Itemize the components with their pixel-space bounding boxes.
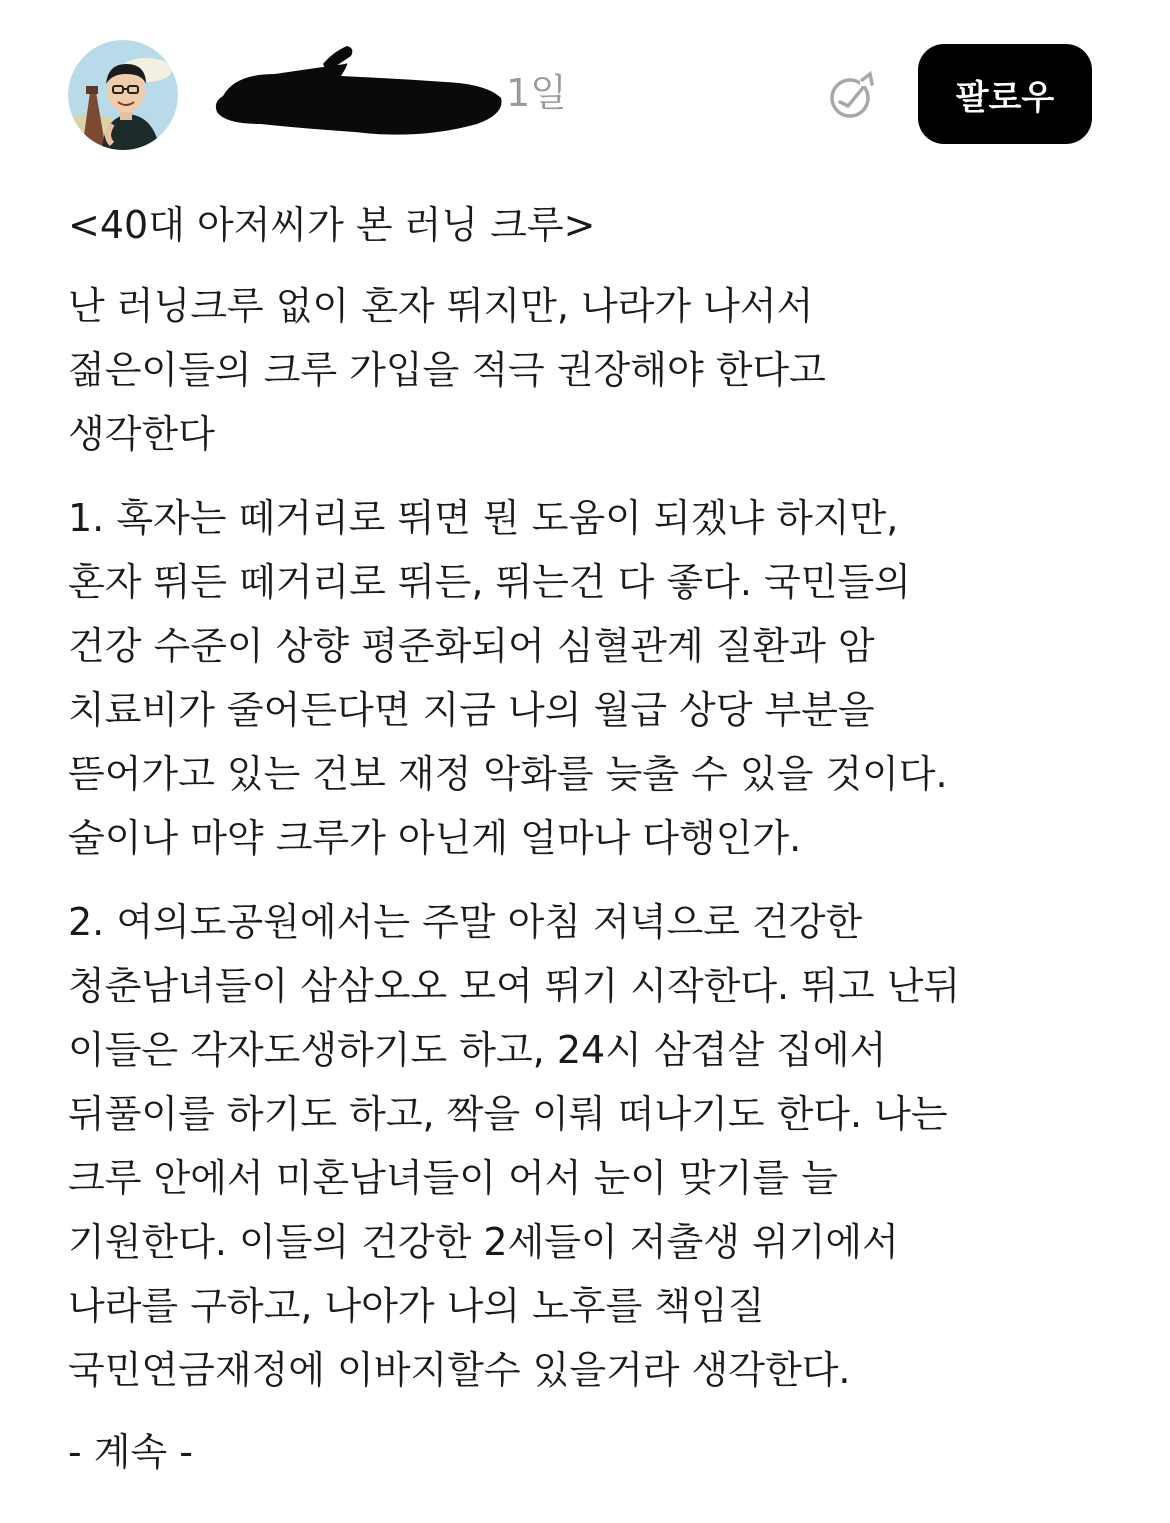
paragraph-line: 청춘남녀들이 삼삼오오 모여 뛰기 시작한다. 뛰고 난뒤 — [68, 964, 961, 1008]
paragraph-line: 난 러닝크루 없이 혼자 뛰지만, 나라가 나서서 — [68, 284, 814, 328]
avatar[interactable] — [68, 40, 178, 150]
paragraph-line: 혼자 뛰든 떼거리로 뛰든, 뛰는건 다 좋다. 국민들의 — [68, 560, 911, 604]
post-body — [68, 196, 1128, 1482]
redacted-username-scribble — [205, 34, 515, 144]
paragraph-line: 뜯어가고 있는 건보 재정 악화를 늦출 수 있을 것이다. — [68, 752, 948, 796]
repost-icon[interactable] — [826, 70, 878, 122]
avatar-illustration-icon — [68, 40, 178, 150]
paragraph-line: 술이나 마약 크루가 아닌게 얼마나 다행인가. — [68, 816, 802, 860]
paragraph-line: 치료비가 줄어든다면 지금 나의 월급 상당 부분을 — [68, 688, 875, 732]
post-paragraph — [68, 274, 1128, 466]
paragraph-line: 뒤풀이를 하기도 하고, 짝을 이뤄 떠나기도 한다. 나는 — [68, 1092, 948, 1136]
paragraph-line: 이들은 각자도생하기도 하고, 24시 삼겹살 집에서 — [68, 1028, 887, 1072]
paragraph-line: 국민연금재정에 이바지할수 있을거라 생각한다. — [68, 1348, 851, 1392]
paragraph-line: 기원한다. 이들의 건강한 2세들이 저출생 위기에서 — [68, 1220, 899, 1264]
follow-button[interactable]: 팔로우 — [918, 44, 1092, 144]
continued-marker: - 계속 - — [68, 1430, 193, 1474]
post-timestamp: 1일 — [506, 71, 567, 115]
paragraph-line: 생각한다 — [68, 412, 215, 456]
paragraph-line: 나라를 구하고, 나아가 나의 노후를 책임질 — [68, 1284, 765, 1328]
post-header — [0, 0, 1170, 190]
paragraph-line: 2. 여의도공원에서는 주말 아침 저녁으로 건강한 — [68, 900, 863, 944]
paragraph-line: 크루 안에서 미혼남녀들이 어서 눈이 맞기를 늘 — [68, 1156, 838, 1200]
paragraph-line: 건강 수준이 상향 평준화되어 심혈관계 질환과 암 — [68, 624, 875, 668]
post-paragraph — [68, 486, 1128, 870]
paragraph-line: 1. 혹자는 떼거리로 뛰면 뭔 도움이 되겠냐 하지만, — [68, 496, 899, 540]
post-paragraph — [68, 890, 1128, 1402]
paragraph-line: 젊은이들의 크루 가입을 적극 권장해야 한다고 — [68, 348, 826, 392]
post-title: <40대 아저씨가 본 러닝 크루> — [68, 203, 596, 247]
